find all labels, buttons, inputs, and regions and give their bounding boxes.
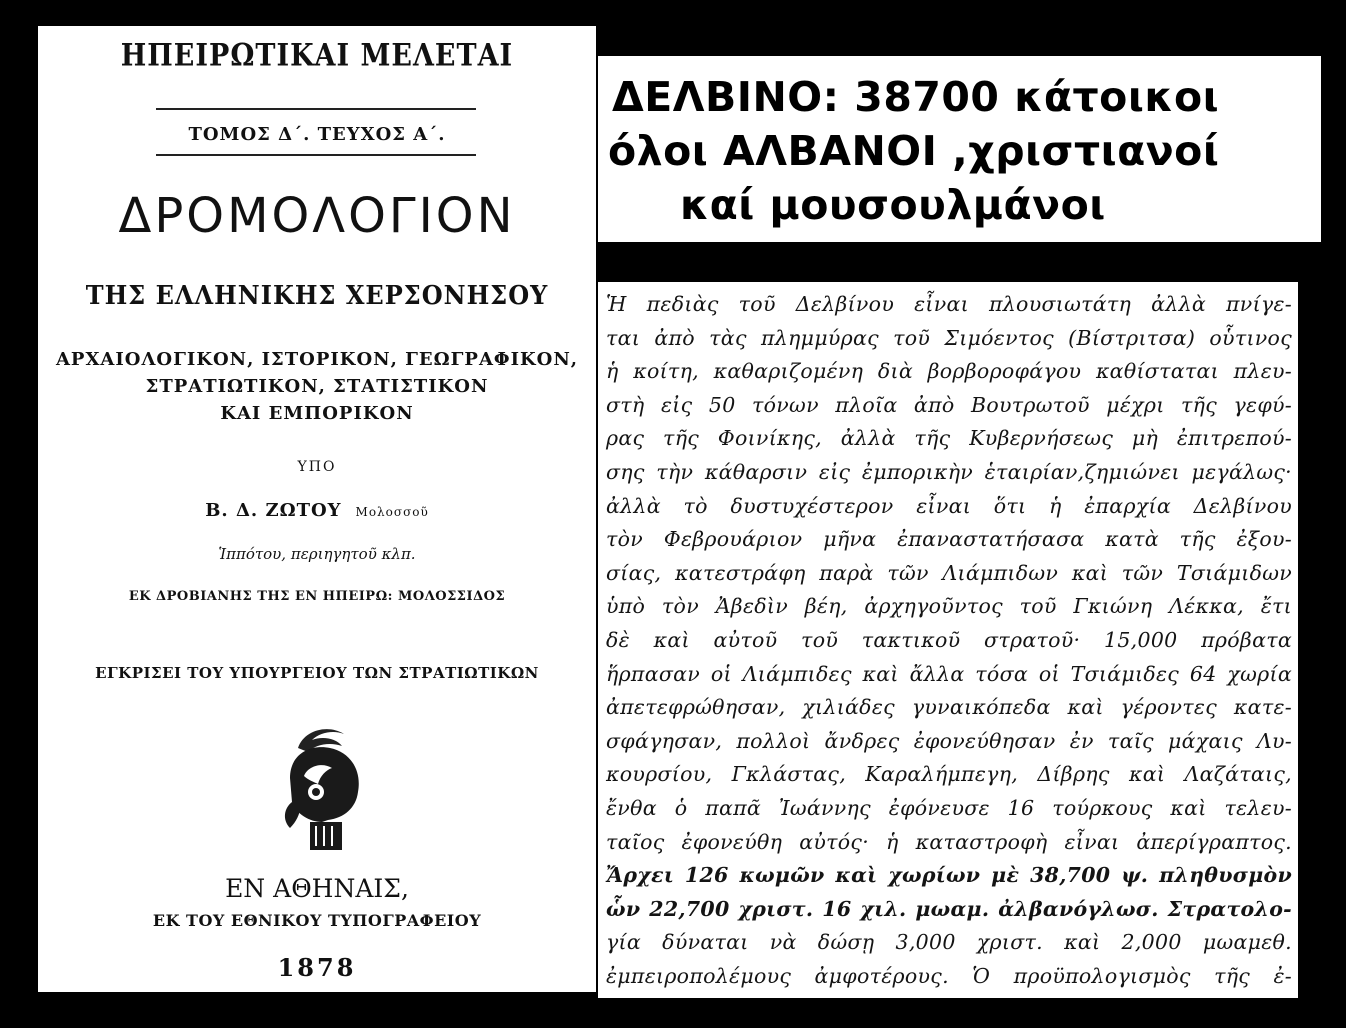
headline xyxy=(598,70,1321,232)
book-title-page xyxy=(38,26,596,992)
text-excerpt xyxy=(598,282,1298,998)
excerpt-line: ὧν 22,700 χριστ. 16 χιλ. μωαμ. ἀλβανόγλωσ. Στρατολο- xyxy=(606,896,1292,921)
headline-line: όλοι ΑΛΒΑΝΟΙ ,χριστιανοί xyxy=(608,127,1220,175)
excerpt-line: τὸν Φεβρουάριον μῆνα ἐπαναστατήσασα κατὰ τῆς ἐξου- xyxy=(606,527,1292,552)
divider xyxy=(156,108,476,110)
headline-line: καί μουσουλμάνοι xyxy=(680,181,1106,229)
author xyxy=(38,500,596,521)
athena-helmet-icon xyxy=(270,718,370,858)
excerpt-line: Ἡ πεδιὰς τοῦ Δελβίνου εἶναι πλουσιωτάτη ἀλλὰ πνίγε- xyxy=(606,292,1292,316)
excerpt-line: γία δύναται νὰ δώσῃ 3,000 χριστ. καὶ 2,000 μωαμεθ. xyxy=(606,930,1292,955)
series-title: ΗΠΕΙΡΩΤΙΚΑΙ ΜΕΛΕΤΑΙ xyxy=(120,37,514,74)
excerpt-line: στὴ εἰς 50 τόνων πλοῖα ἀπὸ Βουτρωτοῦ μέχρι τῆς γεφύ- xyxy=(606,392,1292,417)
by-label: ΥΠΟ xyxy=(297,459,337,475)
main-title: ΔΡΟΜΟΛΟΓΙΟΝ xyxy=(118,188,516,244)
author-name: Β. Δ. ΖΩΤΟΥ xyxy=(205,500,342,521)
excerpt-line: ἡ κοίτη, καθαριζομένη διὰ βορβοροφάγου καθίσταται πλευ- xyxy=(606,359,1292,384)
excerpt-line: ρας τῆς Φοινίκης, ἀλλὰ τῆς Κυβερνήσεως μὴ ἐπιτρεπού- xyxy=(606,426,1292,451)
headline-box xyxy=(598,56,1321,242)
excerpt-line: ἔνθα ὁ παπᾶ Ἰωάννης ἐφόνευσε 16 τούρκους καὶ τελευ- xyxy=(606,795,1292,820)
publication-year: 1878 xyxy=(277,953,357,982)
volume-issue: ΤΟΜΟΣ Δ΄. ΤΕΥΧΟΣ Α΄. xyxy=(188,124,446,145)
excerpt-line: ὑπὸ τὸν Ἀβεδὶν βέη, ἀρχηγοῦντος τοῦ Γκιώνη Λέκκα, ἔτι xyxy=(606,594,1292,619)
topics-line: ΚΑΙ ΕΜΠΟΡΙΚΟΝ xyxy=(220,403,414,424)
excerpt-line: ἀπετεφρώθησαν, χιλιάδες γυναικόπεδα καὶ γέροντες κατε- xyxy=(606,695,1292,720)
topics-line: ΑΡΧΑΙΟΛΟΓΙΚΟΝ, ΙΣΤΟΡΙΚΟΝ, ΓΕΩΓΡΑΦΙΚΟΝ, xyxy=(55,349,579,370)
place: ΕΝ ΑΘΗΝΑΙΣ, xyxy=(225,874,409,903)
subtitle: ΤΗΣ ΕΛΛΗΝΙΚΗΣ ΧΕΡΣΟΝΗΣΟΥ xyxy=(85,278,549,311)
author-epithet: Μολοσσοῦ xyxy=(355,505,429,519)
excerpt-line: Ἄρχει 126 κωμῶν καὶ χωρίων μὲ 38,700 ψ. πληθυσμὸν xyxy=(606,863,1292,888)
excerpt-line: ταῖος ἐφονεύθη αὐτός· ἡ καταστροφὴ εἶναι ἀπερίγραπτος. xyxy=(606,829,1292,854)
author-titles: Ἱππότου, περιηγητοῦ κλπ. xyxy=(218,545,416,563)
author-origin: ΕΚ ΔΡΟΒΙΑΝΗΣ ΤΗΣ ΕΝ ΗΠΕΙΡΩ: ΜΟΛΟΣΣΙΔΟΣ xyxy=(128,589,506,604)
divider xyxy=(156,154,476,156)
topics-line: ΣΤΡΑΤΙΩΤΙΚΟΝ, ΣΤΑΤΙΣΤΙΚΟΝ xyxy=(145,376,489,397)
excerpt-line: δὲ καὶ αὐτοῦ τοῦ τακτικοῦ στρατοῦ· 15,000 πρόβατα xyxy=(606,627,1292,652)
headline-line: ΔΕΛΒΙΝΟ: 38700 κάτοικοι xyxy=(612,73,1220,121)
excerpt-line: σίας, κατεστράφη παρὰ τῶν Λιάμπιδων καὶ τῶν Τσιάμιδων xyxy=(606,560,1292,585)
excerpt-line: σφάγησαν, πολλοὶ ἄνδρες ἐφονεύθησαν ἐν ταῖς μάχαις Λυ- xyxy=(606,728,1292,753)
approval-line: ΕΓΚΡΙΣΕΙ ΤΟΥ ΥΠΟΥΡΓΕΙΟΥ ΤΩΝ ΣΤΡΑΤΙΩΤΙΚΩΝ xyxy=(95,664,539,682)
excerpt-line: σης τὴν κάθαρσιν εἰς ἐμπορικὴν ἑταιρίαν,ζημιώνει μεγάλως· xyxy=(606,459,1292,484)
excerpt-lines xyxy=(606,288,1292,993)
excerpt-line: ἀλλὰ τὸ δυστυχέστερον εἶναι ὅτι ἡ ἐπαρχία Δελβίνου xyxy=(606,493,1292,518)
excerpt-line: ἐμπειροπολέμους ἀμφοτέρους. Ὁ προϋπολογισμὸς τῆς ἐ- xyxy=(606,963,1292,988)
topics xyxy=(38,346,596,427)
excerpt-line: ἥρπασαν οἱ Λιάμπιδες καὶ ἄλλα τόσα οἱ Τσιάμιδες 64 χωρία xyxy=(606,661,1292,686)
excerpt-line: ται ἀπὸ τὰς πλημμύρας τοῦ Σιμόεντος (Βίστριτσα) οὗτινος xyxy=(606,325,1292,350)
excerpt-line: κουρσίου, Γκλάστας, Καραλήμπεγη, Δίβρης καὶ Λαζάταις, xyxy=(606,762,1292,787)
printer: ΕΚ ΤΟΥ ΕΘΝΙΚΟΥ ΤΥΠΟΓΡΑΦΕΙΟΥ xyxy=(152,911,482,930)
